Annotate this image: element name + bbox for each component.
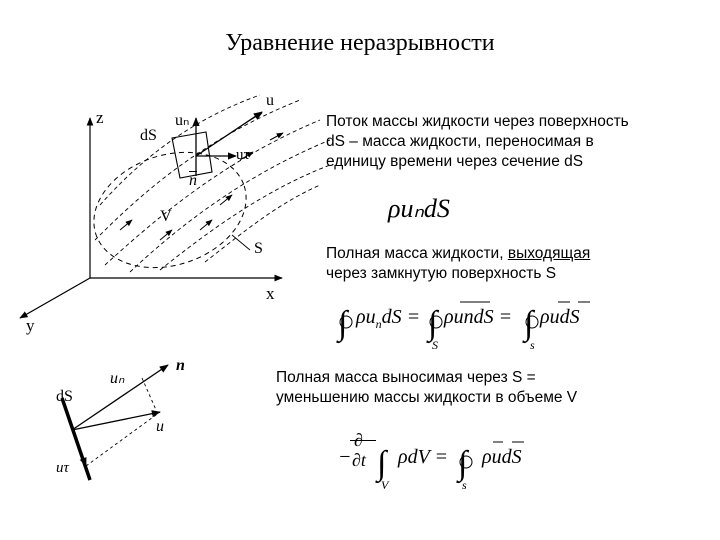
- mass-decrease-line1: Полная масса выносимая через S =: [276, 369, 536, 386]
- S-label: S: [254, 240, 263, 257]
- V-label: V: [160, 208, 172, 225]
- svg-text:∫: ∫: [428, 305, 438, 342]
- svg-text:∫: ∫: [524, 305, 534, 342]
- mass-flux-line1: Поток массы жидкости через поверхность: [326, 113, 629, 130]
- u-label: u: [266, 92, 274, 109]
- mass-flux-formula: ρuₙdS: [388, 194, 450, 223]
- page-title: Уравнение неразрывности: [225, 30, 495, 56]
- fig2-n-label: n: [176, 357, 185, 374]
- mass-flux-line2: dS – масса жидкости, переносимая в: [326, 133, 594, 150]
- y-axis-label: y: [26, 316, 35, 335]
- svg-text:∫: ∫: [458, 445, 468, 482]
- x-axis-label: x: [266, 284, 275, 303]
- integral-sub-S1: S: [432, 338, 438, 352]
- un-label: uₙ: [175, 112, 190, 129]
- fig2-ut-label: uτ: [56, 460, 69, 476]
- integral-sub-s3: s: [530, 338, 535, 352]
- fig2-un-label: uₙ: [110, 370, 125, 387]
- svg-text:∫: ∫: [338, 305, 348, 342]
- n-label: $\overline{n}$: [189, 172, 197, 189]
- outflow-underlined-word: выходящая: [507, 245, 591, 262]
- streamlines: [95, 95, 330, 272]
- total-outflow-line2: через замкнутую поверхность S: [326, 265, 557, 282]
- z-axis-label: z: [96, 108, 104, 127]
- total-outflow-line1-text: Полная масса жидкости,: [326, 245, 508, 262]
- dS-label: dS: [140, 127, 157, 144]
- integral-sub-s: s: [462, 478, 467, 492]
- mass-decrease-line2: уменьшению массы жидкости в объеме V: [276, 389, 578, 406]
- svg-text:∫: ∫: [377, 445, 387, 482]
- fig2-dS-label: dS: [56, 388, 73, 405]
- ut-label: uτ: [236, 147, 250, 163]
- fig2-u-label: u: [156, 418, 164, 435]
- total-outflow-line1: [326, 244, 590, 264]
- integral-sub-V: V: [381, 478, 389, 492]
- mass-flux-line3: единицу времени через сечение dS: [326, 153, 584, 170]
